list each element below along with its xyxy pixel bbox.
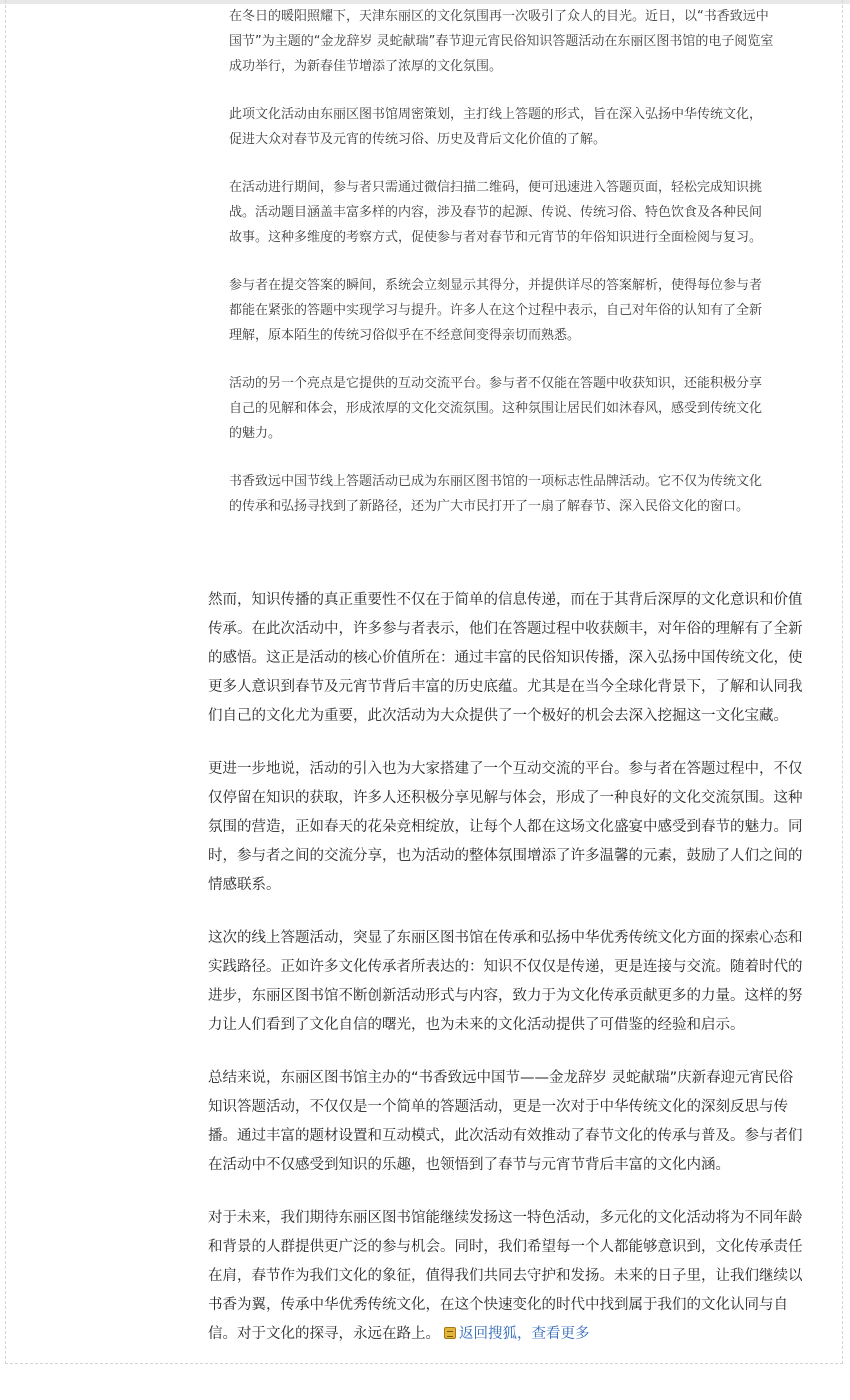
body-paragraph: 总结来说，东丽区图书馆主办的“书香致远中国节——金龙辞岁 灵蛇献瑞”庆新春迎元宵民俗知识答题活动，不仅仅是一个简单的答题活动，更是一次对于中华传统文化的深刻反思与传播。通过丰富的题材设置和互动模式，此次活动有效推动了春节文化的传承与普及。参与者们在活动中不仅感受到知识的乐趣，也领悟到了春节与元宵节背后丰富的文化内涵。	[208, 1070, 803, 1173]
quote-paragraph: 参与者在提交答案的瞬间，系统会立刻显示其得分，并提供详尽的答案解析，使得每位参与者都能在紧张的答题中实现学习与提升。许多人在这个过程中表示，自己对年俗的认知有了全新理解，原本陌生的传统习俗似乎在不经意间变得亲切而熟悉。	[229, 278, 763, 343]
quote-paragraph: 在活动进行期间，参与者只需通过微信扫描二维码，便可迅速进入答题页面，轻松完成知识挑战。活动题目涵盖丰富多样的内容，涉及春节的起源、传说、传统习俗、特色饮食及各种民间故事。这种多维度的考察方式，促使参与者对春节和元宵节的年俗知识进行全面检阅与复习。	[229, 180, 763, 245]
quoted-article-excerpt	[229, 4, 774, 542]
quote-paragraph: 活动的另一个亮点是它提供的互动交流平台。参与者不仅能在答题中收获知识，还能积极分享自己的见解和体会，形成浓厚的文化交流氛围。这种氛围让居民们如沐春风，感受到传统文化的魅力。	[229, 376, 763, 441]
quote-paragraph: 此项文化活动由东丽区图书馆周密策划，主打线上答题的形式，旨在深入弘扬中华传统文化，促进大众对春节及元宵的传统习俗、历史及背后文化价值的了解。	[229, 107, 763, 147]
back-to-sohu-label: 返回搜狐，查看更多	[459, 1326, 590, 1342]
article-body	[208, 586, 804, 1349]
final-paragraph-text: 对于未来，我们期待东丽区图书馆能继续发扬这一特色活动，多元化的文化活动将为不同年龄和背景的人群提供更广泛的参与机会。同时，我们希望每一个人都能够意识到，文化传承责任在肩，春节作为我们文化的象征，值得我们共同去守护和发扬。未来的日子里，让我们继续以书香为翼，传承中华优秀传统文化，在这个快速变化的时代中找到属于我们的文化认同与自信。对于文化的探寻，永远在路上。	[208, 1210, 803, 1342]
quote-paragraph: 在冬日的暖阳照耀下，天津东丽区的文化氛围再一次吸引了众人的目光。近日，以“书香致远中国节”为主题的“金龙辞岁 灵蛇献瑞”春节迎元宵民俗知识答题活动在东丽区图书馆的电子阅览室成功举行，为新春佳节增添了浓厚的文化氛围。	[229, 9, 774, 74]
body-paragraph: 这次的线上答题活动，突显了东丽区图书馆在传承和弘扬中华优秀传统文化方面的探索心态和实践路径。正如许多文化传承者所表达的：知识不仅仅是传递，更是连接与交流。随着时代的进步，东丽区图书馆不断创新活动形式与内容，致力于为文化传承贡献更多的力量。这样的努力让人们看到了文化自信的曙光，也为未来的文化活动提供了可借鉴的经验和启示。	[208, 930, 803, 1033]
back-to-sohu-link[interactable]	[440, 1326, 590, 1342]
body-paragraph: 然而，知识传播的真正重要性不仅在于简单的信息传递，而在于其背后深厚的文化意识和价值传承。在此次活动中，许多参与者表示，他们在答题过程中收获颇丰，对年俗的理解有了全新的感悟。这正是活动的核心价值所在：通过丰富的民俗知识传播，深入弘扬中国传统文化，使更多人意识到春节及元宵节背后丰富的历史底蕴。尤其是在当今全球化背景下，了解和认同我们自己的文化尤为重要，此次活动为大众提供了一个极好的机会去深入挖掘这一文化宝藏。	[208, 592, 803, 724]
sohu-logo-icon	[444, 1327, 456, 1339]
body-paragraph: 更进一步地说，活动的引入也为大家搭建了一个互动交流的平台。参与者在答题过程中，不仅仅停留在知识的获取，许多人还积极分享见解与体会，形成了一种良好的文化交流氛围。这种氛围的营造，正如春天的花朵竞相绽放，让每个人都在这场文化盛宴中感受到春节的魅力。同时，参与者之间的交流分享，也为活动的整体氛围增添了许多温馨的元素，鼓励了人们之间的情感联系。	[208, 761, 803, 893]
quote-paragraph: 书香致远中国节线上答题活动已成为东丽区图书馆的一项标志性品牌活动。它不仅为传统文化的传承和弘扬寻找到了新路径，还为广大市民打开了一扇了解春节、深入民俗文化的窗口。	[229, 474, 763, 514]
final-body-paragraph	[208, 1204, 804, 1349]
